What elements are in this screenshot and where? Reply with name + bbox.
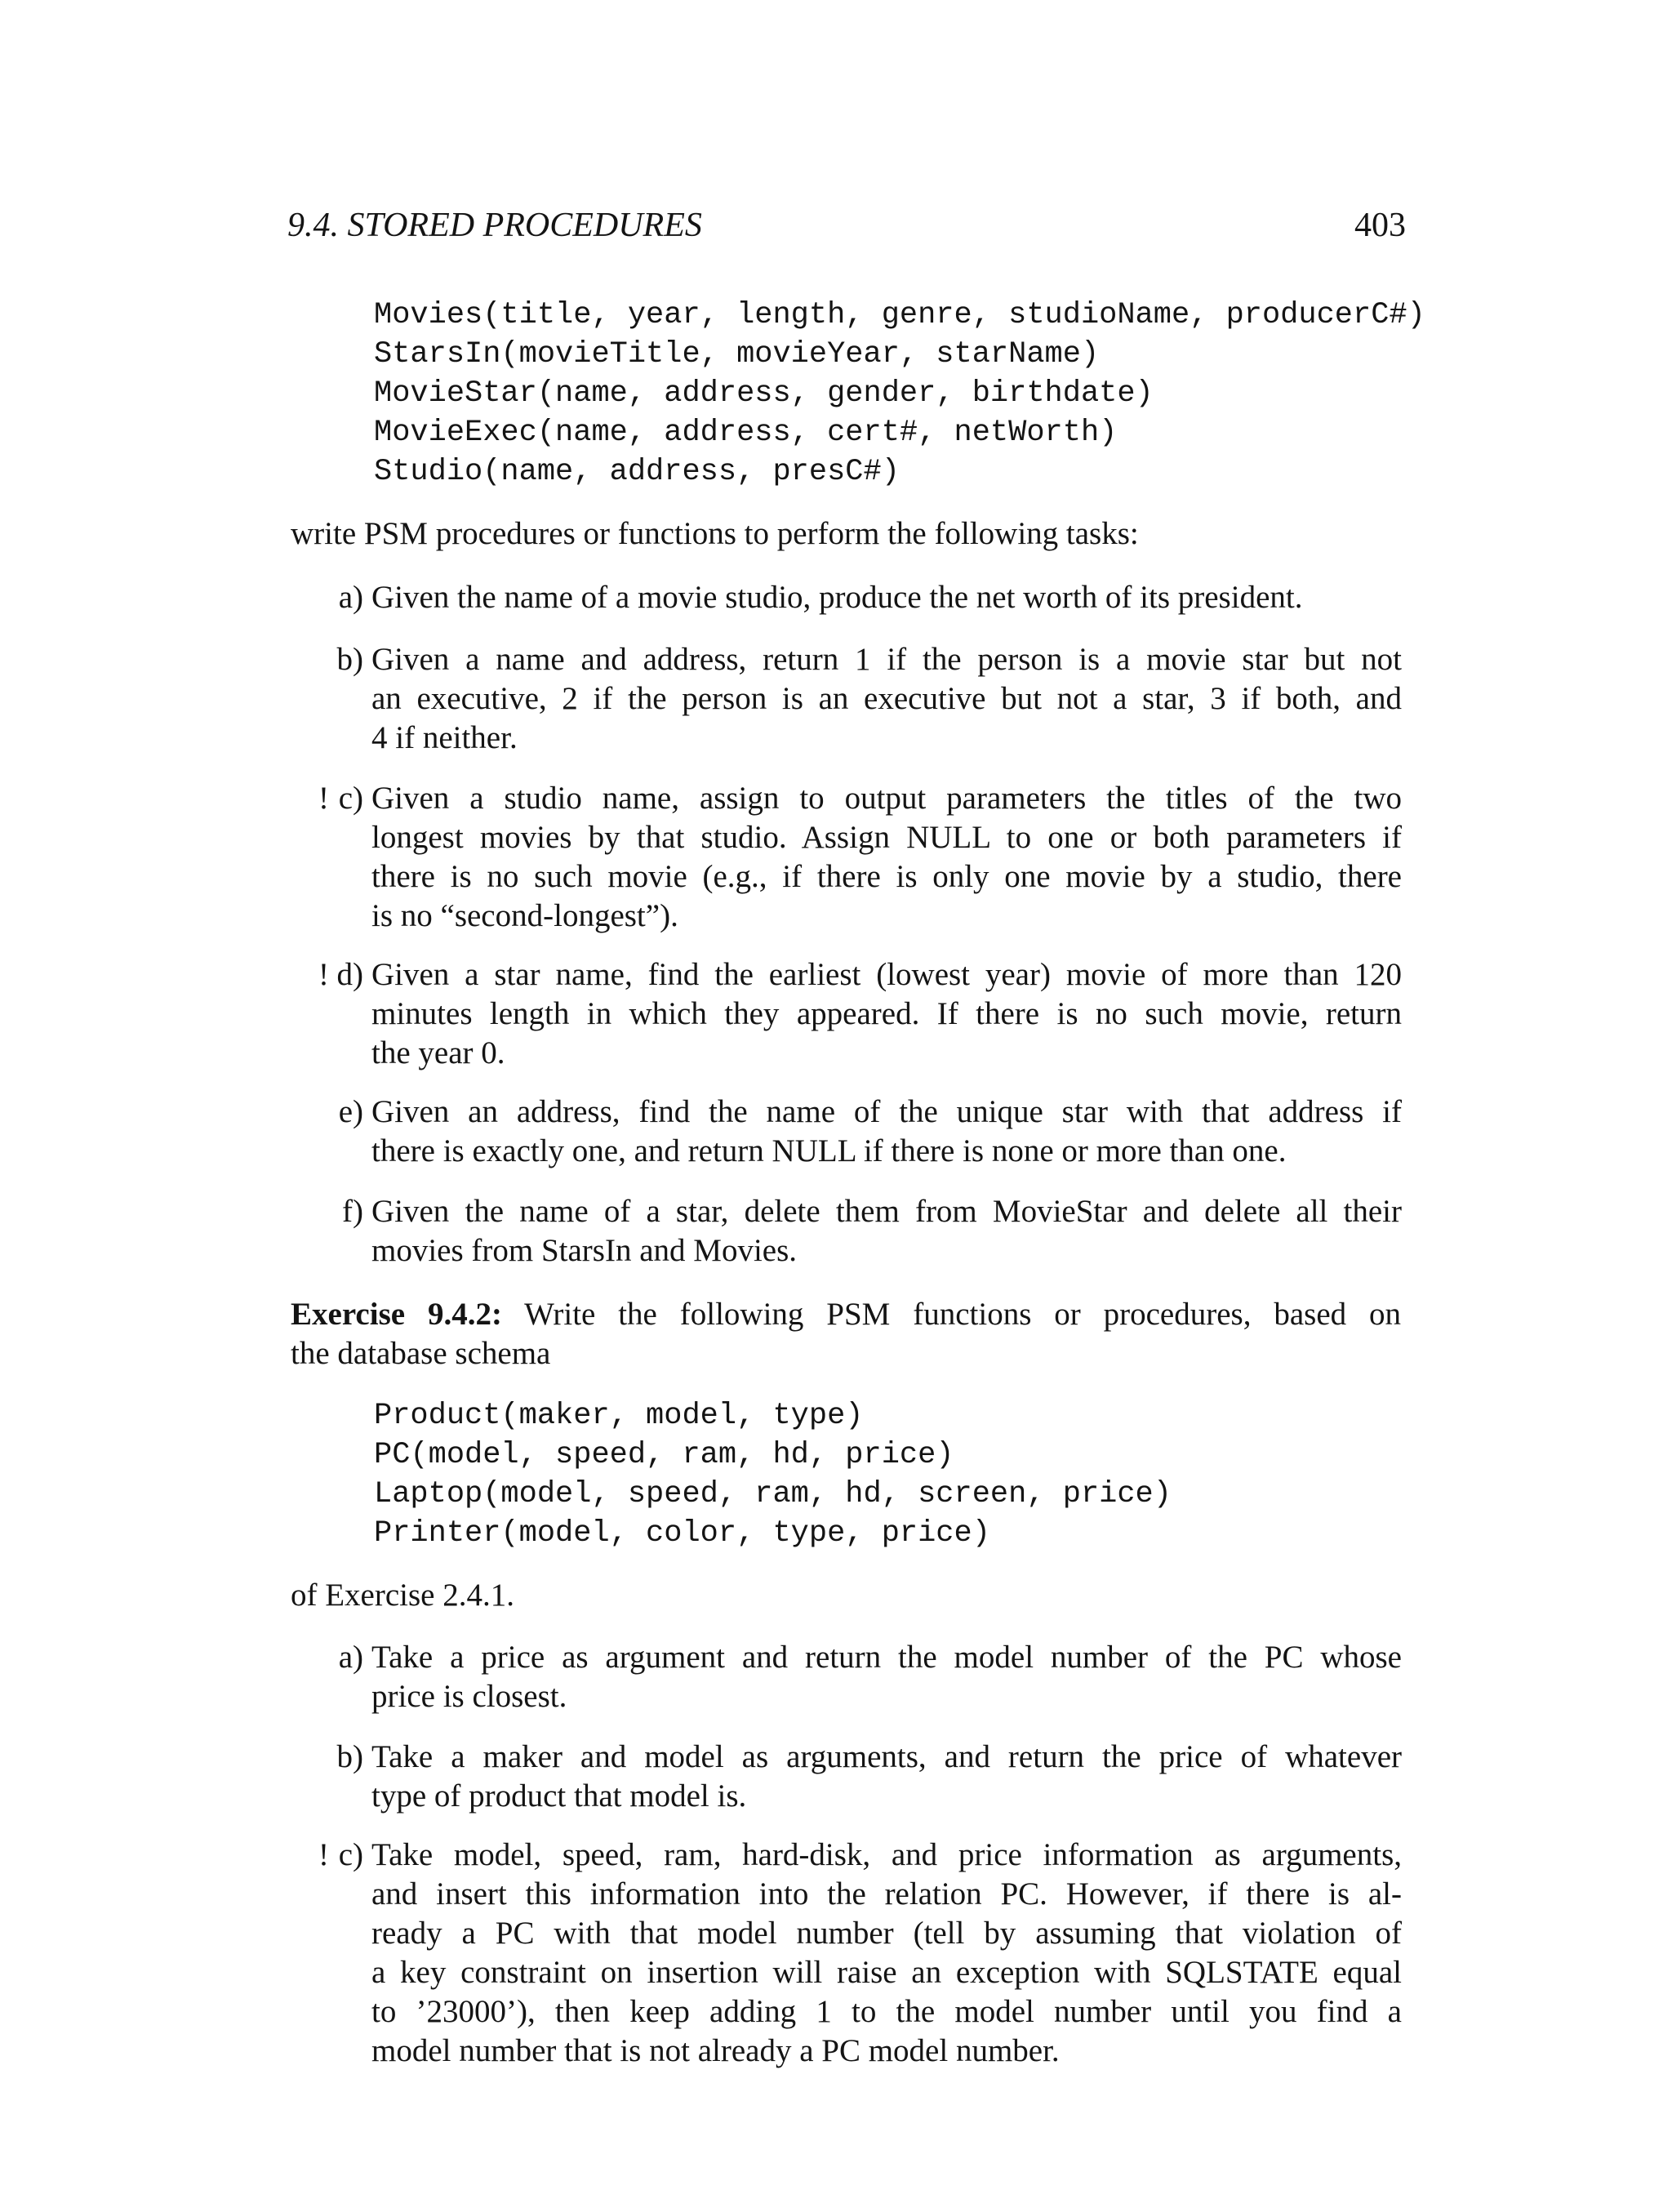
task-line: Given a star name, find the earliest (lowest year) movie of more than 120 <box>371 957 1402 992</box>
task-text <box>371 779 1402 936</box>
task-text <box>371 1836 1402 2071</box>
task-label: c) <box>338 1837 363 1872</box>
section-title: 9.4. STORED PROCEDURES <box>287 207 702 244</box>
task-label: e) <box>338 1094 363 1129</box>
schema-line-printer: Printer(model, color, type, price) <box>374 1516 990 1551</box>
schema-line-studio: Studio(name, address, presC#) <box>374 455 900 489</box>
task-line: Given a name and address, return 1 if the person is a movie star but not <box>371 642 1402 677</box>
task-text <box>371 955 1402 1073</box>
schema-line-pc: PC(model, speed, ram, hd, price) <box>374 1438 954 1472</box>
task-line: minutes length in which they appeared. If there is no such movie, return <box>371 996 1402 1031</box>
task-label: b) <box>336 1739 363 1774</box>
schema-line-movieexec: MovieExec(name, address, cert#, netWorth) <box>374 416 1118 450</box>
task-line: Take a price as argument and return the model number of the PC whose <box>371 1640 1402 1675</box>
task-line: is no “second-longest”). <box>371 898 678 933</box>
task-label: f) <box>342 1194 363 1229</box>
task-line: there is no such movie (e.g., if there is only one movie by a studio, there <box>371 859 1402 894</box>
task-text <box>371 640 1402 758</box>
difficulty-marker: ! <box>318 957 329 992</box>
task-text <box>371 578 1402 617</box>
task-label: d) <box>336 957 363 992</box>
task-line: movies from StarsIn and Movies. <box>371 1233 798 1268</box>
task-line: Given the name of a star, delete them from MovieStar and delete all their <box>371 1194 1402 1229</box>
schema-line-product: Product(maker, model, type) <box>374 1399 864 1433</box>
task-line: Take model, speed, ram, hard-disk, and price information as arguments, <box>371 1837 1402 1872</box>
task-text <box>371 1093 1402 1171</box>
task-line: an executive, 2 if the person is an executive but not a star, 3 if both, and <box>371 681 1402 716</box>
task-line: type of product that model is. <box>371 1778 747 1814</box>
exercise-intro: Write the following PSM functions or procedures, based on <box>524 1297 1402 1332</box>
task-text <box>371 1192 1402 1271</box>
schema-reference: of Exercise 2.4.1. <box>291 1578 514 1613</box>
schema-line-starsin: StarsIn(movieTitle, movieYear, starName) <box>374 337 1100 372</box>
task-label: b) <box>336 642 363 677</box>
exercise-label: Exercise 9.4.2: <box>291 1297 502 1332</box>
task-label: a) <box>338 580 363 615</box>
page-number: 403 <box>1354 207 1406 244</box>
difficulty-marker: ! <box>318 1837 329 1872</box>
task-line: 4 if neither. <box>371 720 518 755</box>
task-line: ready a PC with that model number (tell by assuming that violation of <box>371 1916 1402 1951</box>
schema-line-movies: Movies(title, year, length, genre, studioName, producerC#) <box>374 298 1425 332</box>
task-text <box>371 1738 1402 1816</box>
task-line: there is exactly one, and return NULL if there is none or more than one. <box>371 1133 1287 1168</box>
task-line: Take a maker and model as arguments, and return the price of whatever <box>371 1739 1402 1774</box>
schema-line-laptop: Laptop(model, speed, ram, hd, screen, price) <box>374 1477 1172 1511</box>
task-line: model number that is not already a PC model number. <box>371 2033 1060 2068</box>
schema-line-moviestar: MovieStar(name, address, gender, birthdate) <box>374 376 1154 411</box>
task-line: price is closest. <box>371 1679 567 1714</box>
task-line: Given the name of a movie studio, produce the net worth of its president. <box>371 580 1303 615</box>
task-line: the year 0. <box>371 1035 505 1070</box>
task-line: a key constraint on insertion will raise an exception with SQLSTATE equal <box>371 1955 1402 1990</box>
task-line: to ’23000’), then keep adding 1 to the model number until you find a <box>371 1994 1402 2029</box>
task-line: Given an address, find the name of the unique star with that address if <box>371 1094 1402 1129</box>
difficulty-marker: ! <box>318 781 329 816</box>
task-text <box>371 1638 1402 1716</box>
task-line: and insert this information into the relation PC. However, if there is al- <box>371 1876 1402 1912</box>
exercise-heading-line <box>291 1295 1401 1334</box>
task-label: c) <box>338 781 363 816</box>
exercise-intro-cont: the database schema <box>291 1336 551 1371</box>
tasks-intro: write PSM procedures or functions to perform the following tasks: <box>291 516 1139 551</box>
task-line: longest movies by that studio. Assign NULL to one or both parameters if <box>371 820 1402 855</box>
task-line: Given a studio name, assign to output parameters the titles of the two <box>371 781 1402 816</box>
task-label: a) <box>338 1640 363 1675</box>
